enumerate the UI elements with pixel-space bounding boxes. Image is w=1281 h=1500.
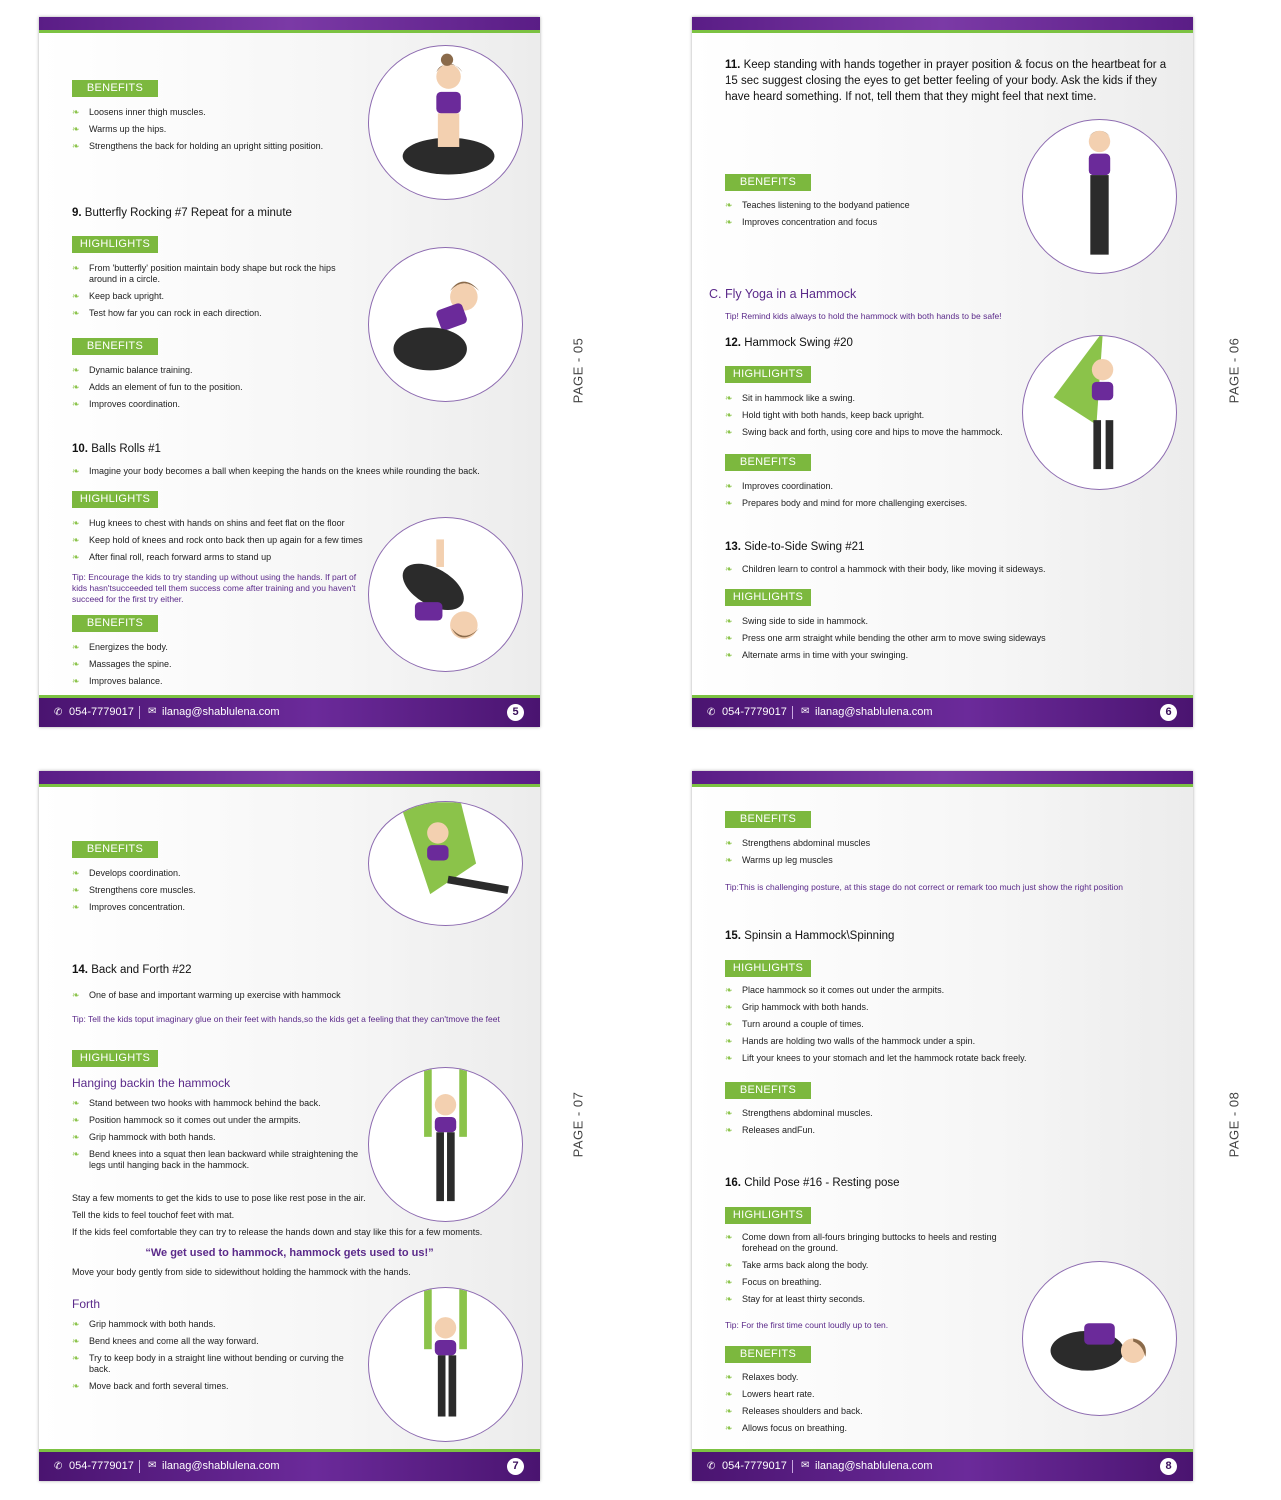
leaf-icon: ❧: [725, 498, 733, 508]
leaf-icon: ❧: [725, 481, 733, 491]
intro-list: [72, 466, 512, 483]
list-item: ❧ Allows focus on breathing.: [725, 1423, 848, 1433]
list-item: ❧ Come down from all-fours bringing buttocks to heels and resting forehead on the ground.: [725, 1232, 997, 1253]
list-item: ❧ Releases andFun.: [725, 1125, 816, 1135]
top-bar: [692, 17, 1193, 30]
benefits-badge: BENEFITS: [72, 615, 158, 632]
benefits-badge: BENEFITS: [72, 338, 158, 355]
footer-phone[interactable]: 054-7779017: [722, 1460, 787, 1472]
leaf-icon: ❧: [72, 382, 80, 392]
top-line: [39, 30, 540, 33]
intro-list: [72, 990, 512, 1007]
list-item: ❧ Loosens inner thigh muscles.: [72, 107, 206, 117]
illustration-back-forth: [368, 801, 523, 926]
list-item: ❧ Adds an element of fun to the position.: [72, 382, 243, 392]
paragraph: Tell the kids to feel touchof feet with mat.: [72, 1210, 235, 1220]
list-item: ❧ Massages the spine.: [72, 659, 172, 669]
leaf-icon: ❧: [72, 902, 80, 912]
illustration-ball-roll: [368, 517, 523, 672]
list-item: ❧ Energizes the body.: [72, 642, 168, 652]
leaf-icon: ❧: [725, 564, 733, 574]
mail-icon: ✉: [801, 1460, 810, 1471]
list-item: ❧ Improves coordination.: [72, 399, 181, 409]
exercise-14-title: 14. Back and Forth #22: [72, 964, 192, 976]
leaf-icon: ❧: [725, 633, 733, 643]
footer: [39, 698, 540, 727]
page-6: [692, 17, 1193, 727]
list-item: ❧ Children learn to control a hammock with their body, like moving it sideways.: [725, 564, 1046, 574]
highlights-list: [725, 1232, 1015, 1311]
list-item: ❧ Hug knees to chest with hands on shins and feet flat on the floor: [72, 518, 345, 528]
list-item: ❧ Warms up leg muscles: [725, 855, 833, 865]
list-item: ❧ Hold tight with both hands, keep back upright.: [725, 410, 925, 420]
leaf-icon: ❧: [72, 1336, 80, 1346]
benefits-list: [72, 642, 362, 693]
page-7: [39, 771, 540, 1481]
leaf-icon: ❧: [72, 676, 80, 686]
list-item: ❧ From 'butterfly' position maintain body shape but rock the hips around in a circle.: [72, 263, 336, 284]
leaf-icon: ❧: [72, 365, 80, 375]
list-item: ❧ Try to keep body in a straight line without bending or curving the back.: [72, 1353, 344, 1374]
list-item: ❧ Test how far you can rock in each direction.: [72, 308, 262, 318]
leaf-icon: ❧: [72, 291, 80, 301]
illustration-rocking: [368, 247, 523, 402]
list-item: ❧ After final roll, reach forward arms to stand up: [72, 552, 272, 562]
tip-text: Tip: Tell the kids toput imaginary glue on their feet with hands,so the kids get a feeling that they can'tmove the feet: [72, 1014, 500, 1024]
exercise-15-title: 15. Spinsin a Hammock\Spinning: [725, 930, 895, 942]
exercise-11-title: 11. Keep standing with hands together in prayer position & focus on the heartbeat for a 15 sec suggest closing the eyes to get better feeling of your body. Ask the kids if they have heard something. If not, tell them that they might feel that next time.: [725, 59, 1167, 103]
leaf-icon: ❧: [72, 642, 80, 652]
list-item: ❧ Turn around a couple of times.: [725, 1019, 864, 1029]
leaf-icon: ❧: [725, 1260, 733, 1270]
footer-separator: [792, 1460, 793, 1473]
page-number: 6: [1160, 704, 1177, 721]
list-item: ❧ Hands are holding two walls of the hammock under a spin.: [725, 1036, 976, 1046]
benefits-list: [725, 1372, 1015, 1440]
list-item: ❧ Strengthens abdominal muscles.: [725, 1108, 873, 1118]
highlights-badge: HIGHLIGHTS: [725, 589, 811, 606]
leaf-icon: ❧: [72, 1381, 80, 1391]
paragraph: Move your body gently from side to sidewithout holding the hammock with the hands.: [72, 1267, 411, 1277]
leaf-icon: ❧: [72, 518, 80, 528]
leaf-icon: ❧: [72, 1149, 80, 1159]
leaf-icon: ❧: [72, 107, 80, 117]
tip-text: Tip! Remind kids always to hold the hammock with both hands to be safe!: [725, 311, 1002, 321]
footer-phone[interactable]: 054-7779017: [69, 706, 134, 718]
benefits-list: [725, 838, 1015, 872]
leaf-icon: ❧: [725, 1389, 733, 1399]
leaf-icon: ❧: [725, 217, 733, 227]
leaf-icon: ❧: [725, 1372, 733, 1382]
leaf-icon: ❧: [72, 1132, 80, 1142]
tip-text: Tip: For the first time count loudly up to ten.: [725, 1320, 889, 1330]
benefits-list: [72, 868, 362, 919]
benefits-badge: BENEFITS: [72, 80, 158, 97]
leaf-icon: ❧: [72, 990, 80, 1000]
leaf-icon: ❧: [725, 200, 733, 210]
list-item: ❧ Grip hammock with both hands.: [725, 1002, 869, 1012]
highlights-list: [72, 263, 362, 325]
top-bar: [39, 17, 540, 30]
list-item: ❧ Releases shoulders and back.: [725, 1406, 863, 1416]
leaf-icon: ❧: [72, 466, 80, 476]
list-item: ❧ Grip hammock with both hands.: [72, 1132, 216, 1142]
leaf-icon: ❧: [725, 1423, 733, 1433]
highlights-list: [72, 518, 372, 569]
list-item: ❧ Warms up the hips.: [72, 124, 167, 134]
leaf-icon: ❧: [72, 535, 80, 545]
list-item: ❧ Improves concentration.: [72, 902, 186, 912]
highlights-badge: HIGHLIGHTS: [72, 236, 158, 253]
leaf-icon: ❧: [725, 650, 733, 660]
list-item: ❧ Lowers heart rate.: [725, 1389, 815, 1399]
leaf-icon: ❧: [72, 399, 80, 409]
leaf-icon: ❧: [725, 1019, 733, 1029]
page-number: 5: [507, 704, 524, 721]
leaf-icon: ❧: [725, 1053, 733, 1063]
list-item: ❧ Improves balance.: [72, 676, 163, 686]
leaf-icon: ❧: [72, 1319, 80, 1329]
footer-email[interactable]: ilanag@shablulena.com: [815, 706, 933, 718]
top-line: [39, 784, 540, 787]
highlights-badge: HIGHLIGHTS: [72, 1050, 158, 1067]
footer: [39, 1452, 540, 1481]
footer-phone[interactable]: 054-7779017: [722, 706, 787, 718]
list-item: ❧ One of base and important warming up exercise with hammock: [72, 990, 341, 1000]
tip-text: Tip: Encourage the kids to try standing up without using the hands. If part of kids hasn'tsucceeded tell them success come after training and you haven't succeed for the first try either.: [72, 572, 357, 604]
list-item: ❧ Grip hammock with both hands.: [72, 1319, 216, 1329]
top-bar: [692, 771, 1193, 784]
leaf-icon: ❧: [72, 885, 80, 895]
page-5: [39, 17, 540, 727]
leaf-icon: ❧: [725, 427, 733, 437]
exercise-9-title: 9. Butterfly Rocking #7 Repeat for a minute: [72, 207, 292, 219]
leaf-icon: ❧: [725, 410, 733, 420]
list-item: ❧ Swing back and forth, using core and hips to move the hammock.: [725, 427, 1003, 437]
page-number: 8: [1160, 1458, 1177, 1475]
leaf-icon: ❧: [725, 1125, 733, 1135]
quote: “We get used to hammock, hammock gets used to us!”: [145, 1247, 434, 1259]
exercise-16-title: 16. Child Pose #16 - Resting pose: [725, 1177, 900, 1189]
footer-phone[interactable]: 054-7779017: [69, 1460, 134, 1472]
mail-icon: ✉: [148, 706, 157, 717]
benefits-list: [725, 1108, 1015, 1142]
list-item: ❧ Bend knees into a squat then lean backward while straightening the legs until hanging back in the hammock.: [72, 1149, 359, 1170]
benefits-badge: BENEFITS: [725, 811, 811, 828]
list-item: ❧ Strengthens core muscles.: [72, 885, 196, 895]
list-item: ❧ Position hammock so it comes out under the armpits.: [72, 1115, 301, 1125]
forth-list: [72, 1319, 362, 1398]
benefits-badge: BENEFITS: [725, 1346, 811, 1363]
paragraph: If the kids feel comfortable they can try to release the hands down and stay like this for a few moments.: [72, 1227, 483, 1237]
leaf-icon: ❧: [72, 124, 80, 134]
illustration-hanging-back: [368, 1067, 523, 1222]
leaf-icon: ❧: [725, 985, 733, 995]
list-item: ❧ Focus on breathing.: [725, 1277, 822, 1287]
leaf-icon: ❧: [725, 1294, 733, 1304]
illustration-child-pose: [1022, 1261, 1177, 1416]
list-item: ❧ Keep back upright.: [72, 291, 165, 301]
highlights-badge: HIGHLIGHTS: [725, 960, 811, 977]
illustration-prayer: [1022, 119, 1177, 274]
leaf-icon: ❧: [725, 616, 733, 626]
page-8: [692, 771, 1193, 1481]
leaf-icon: ❧: [725, 1036, 733, 1046]
leaf-icon: ❧: [725, 838, 733, 848]
benefits-badge: BENEFITS: [725, 174, 811, 191]
top-bar: [39, 771, 540, 784]
highlights-list: [72, 1098, 362, 1177]
list-item: ❧ Strengthens the back for holding an upright sitting position.: [72, 141, 324, 151]
list-item: ❧ Teaches listening to the bodyand patience: [725, 200, 910, 210]
leaf-icon: ❧: [725, 1232, 733, 1242]
footer-email[interactable]: ilanag@shablulena.com: [815, 1460, 933, 1472]
phone-icon: ✆: [707, 707, 716, 718]
leaf-icon: ❧: [72, 1115, 80, 1125]
page-number: 7: [507, 1458, 524, 1475]
page-tag-06: PAGE - 06: [1226, 337, 1242, 404]
leaf-icon: ❧: [72, 1353, 80, 1363]
list-item: ❧ Bend knees and come all the way forward.: [72, 1336, 259, 1346]
footer-separator: [792, 706, 793, 719]
benefits-list: [72, 107, 362, 158]
leaf-icon: ❧: [725, 1002, 733, 1012]
top-line: [692, 784, 1193, 787]
list-item: ❧ Press one arm straight while bending the other arm to move swing sideways: [725, 633, 1046, 643]
list-item: ❧ Dynamic balance training.: [72, 365, 193, 375]
highlights-badge: HIGHLIGHTS: [725, 1207, 811, 1224]
leaf-icon: ❧: [72, 659, 80, 669]
list-item: ❧ Develops coordination.: [72, 868, 181, 878]
list-item: ❧ Stay for at least thirty seconds.: [725, 1294, 866, 1304]
top-line: [692, 30, 1193, 33]
highlights-badge: HIGHLIGHTS: [72, 491, 158, 508]
footer: [692, 1452, 1193, 1481]
footer-email[interactable]: ilanag@shablulena.com: [162, 706, 280, 718]
list-item: ❧ Relaxes body.: [725, 1372, 799, 1382]
mail-icon: ✉: [148, 1460, 157, 1471]
leaf-icon: ❧: [725, 393, 733, 403]
leaf-icon: ❧: [72, 1098, 80, 1108]
leaf-icon: ❧: [72, 263, 80, 273]
illustration-hammock-swing: [1022, 335, 1177, 490]
phone-icon: ✆: [54, 707, 63, 718]
highlights-list: [725, 393, 1025, 444]
leaf-icon: ❧: [725, 1406, 733, 1416]
list-item: ❧ Take arms back along the body.: [725, 1260, 869, 1270]
list-item: ❧ Improves coordination.: [725, 481, 834, 491]
list-item: ❧ Prepares body and mind for more challenging exercises.: [725, 498, 968, 508]
phone-icon: ✆: [707, 1461, 716, 1472]
highlights-list: [725, 985, 1125, 1070]
leaf-icon: ❧: [72, 141, 80, 151]
footer-separator: [139, 706, 140, 719]
footer-email[interactable]: ilanag@shablulena.com: [162, 1460, 280, 1472]
benefits-badge: BENEFITS: [725, 454, 811, 471]
mail-icon: ✉: [801, 706, 810, 717]
benefits-badge: BENEFITS: [725, 1082, 811, 1099]
list-item: ❧ Strengthens abdominal muscles: [725, 838, 871, 848]
page-tag-07: PAGE - 07: [570, 1091, 586, 1158]
exercise-13-title: 13. Side-to-Side Swing #21: [725, 541, 865, 553]
list-item: ❧ Improves concentration and focus: [725, 217, 878, 227]
leaf-icon: ❧: [725, 1277, 733, 1287]
section-title: C. Fly Yoga in a Hammock: [709, 287, 857, 301]
footer: [692, 698, 1193, 727]
list-item: ❧ Stand between two hooks with hammock behind the back.: [72, 1098, 321, 1108]
list-item: ❧ Alternate arms in time with your swinging.: [725, 650, 909, 660]
tip-text: Tip:This is challenging posture, at this stage do not correct or remark too much just show the right position: [725, 882, 1123, 892]
list-item: ❧ Sit in hammock like a swing.: [725, 393, 856, 403]
leaf-icon: ❧: [72, 308, 80, 318]
footer-separator: [139, 1460, 140, 1473]
list-item: ❧ Keep hold of knees and rock onto back then up again for a few times: [72, 535, 363, 545]
exercise-10-title: 10. Balls Rolls #1: [72, 443, 161, 455]
leaf-icon: ❧: [725, 855, 733, 865]
page-tag-08: PAGE - 08: [1226, 1091, 1242, 1158]
subheading-forth: Forth: [72, 1297, 101, 1311]
exercise-12-title: 12. Hammock Swing #20: [725, 337, 853, 349]
highlights-badge: HIGHLIGHTS: [725, 366, 811, 383]
list-item: ❧ Imagine your body becomes a ball when keeping the hands on the knees while rounding the back.: [72, 466, 480, 476]
leaf-icon: ❧: [72, 552, 80, 562]
illustration-butterfly: [368, 45, 523, 200]
leaf-icon: ❧: [72, 868, 80, 878]
benefits-list: [725, 200, 1015, 234]
subheading-hanging: Hanging backin the hammock: [72, 1076, 231, 1090]
leaf-icon: ❧: [725, 1108, 733, 1118]
list-item: ❧ Swing side to side in hammock.: [725, 616, 869, 626]
benefits-list: [725, 481, 1025, 515]
benefits-list: [72, 365, 362, 416]
benefits-badge: BENEFITS: [72, 841, 158, 858]
phone-icon: ✆: [54, 1461, 63, 1472]
list-item: ❧ Place hammock so it comes out under the armpits.: [725, 985, 945, 995]
intro-list: [725, 564, 1165, 581]
highlights-list: [725, 616, 1165, 667]
paragraph: Stay a few moments to get the kids to use to pose like rest pose in the air.: [72, 1193, 366, 1203]
page-tag-05: PAGE - 05: [570, 337, 586, 404]
list-item: ❧ Move back and forth several times.: [72, 1381, 229, 1391]
illustration-forth: [368, 1287, 523, 1442]
list-item: ❧ Lift your knees to your stomach and let the hammock rotate back freely.: [725, 1053, 1027, 1063]
